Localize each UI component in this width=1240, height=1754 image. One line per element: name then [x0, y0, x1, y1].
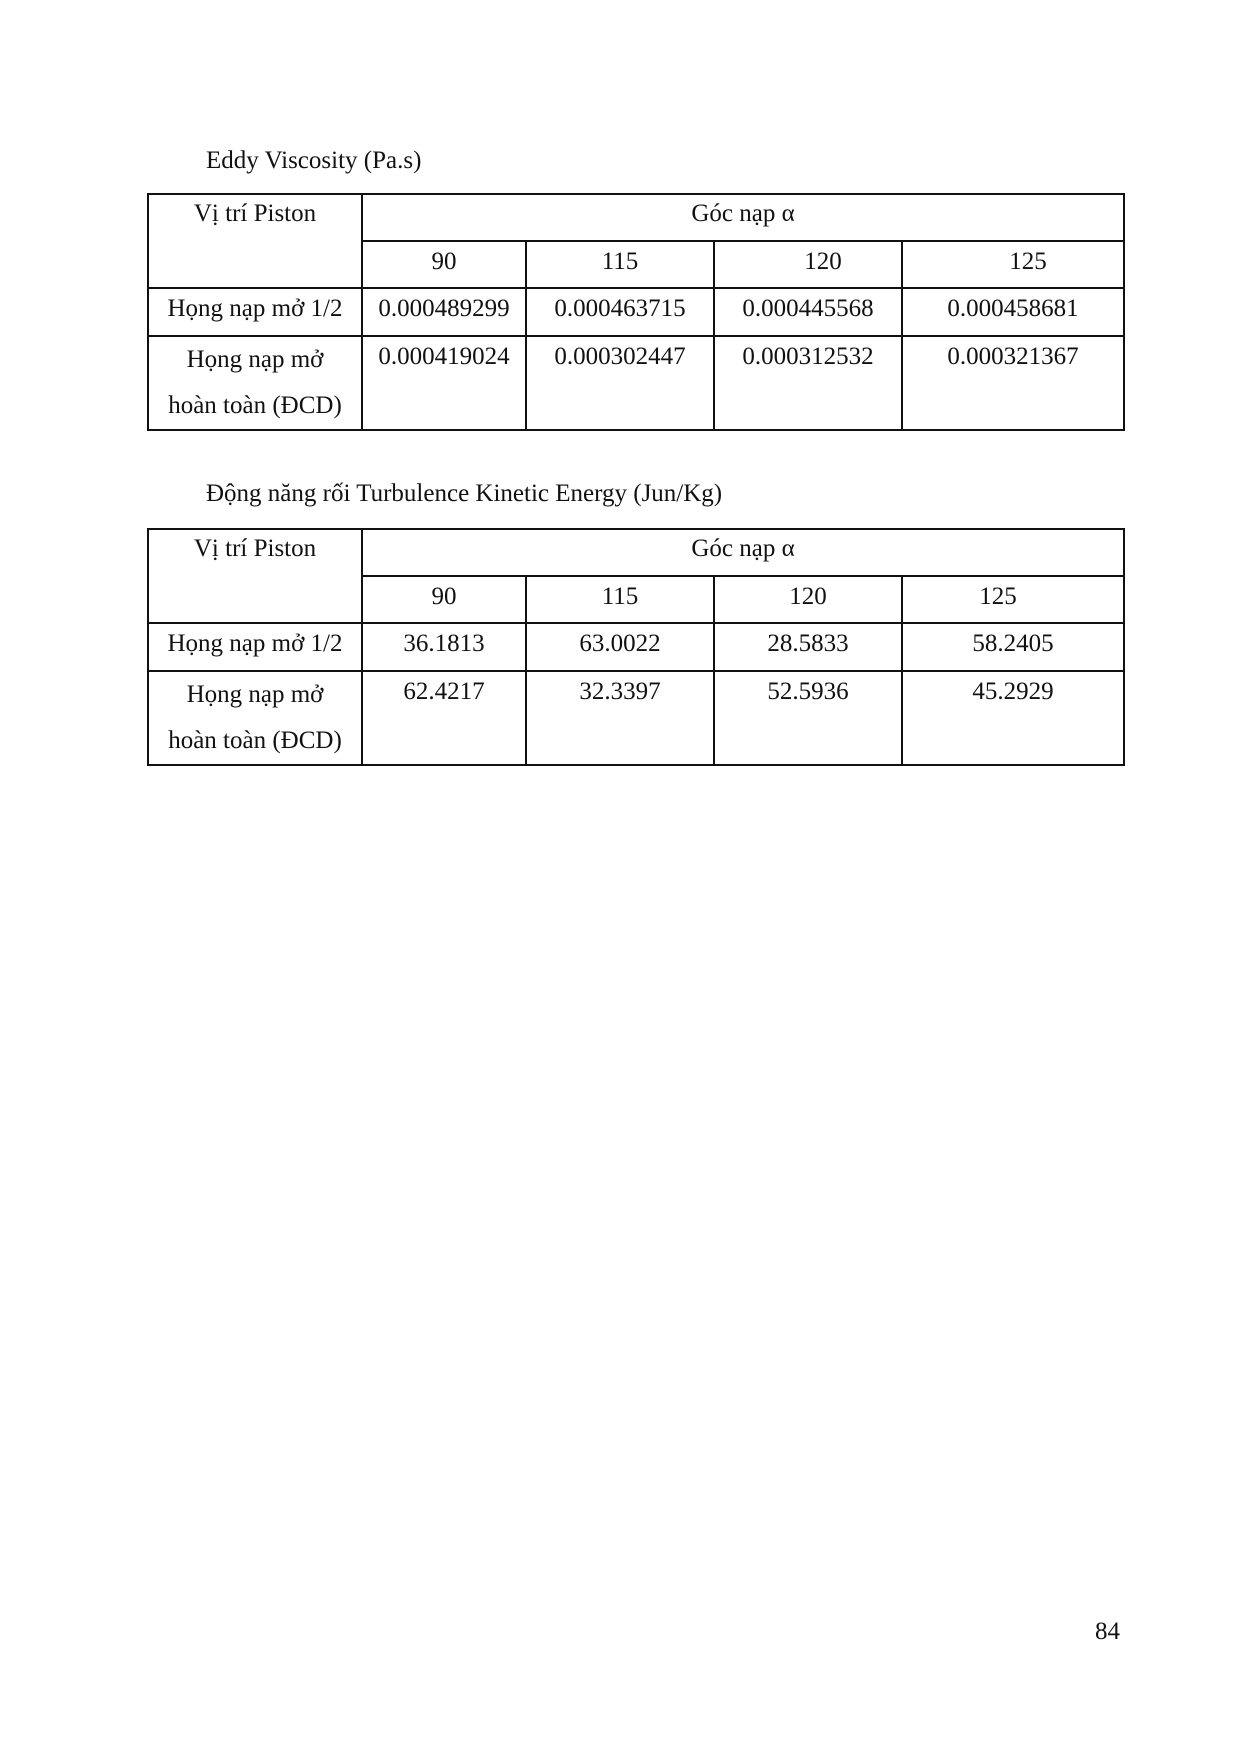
value-cell: 36.1813: [362, 623, 526, 671]
row-label-cell: Họng nạp mở hoàn toàn (ĐCD): [148, 336, 362, 430]
column-group-header: [362, 529, 1124, 576]
row-label-cell: Họng nạp mở 1/2: [148, 288, 362, 336]
angle-header-cell: 90: [362, 576, 526, 623]
table-row: [148, 336, 1124, 430]
value-cell: 0.000419024: [362, 336, 526, 430]
angle-header-cell: 115: [526, 576, 714, 623]
value-cell: 0.000445568: [714, 288, 902, 336]
value-cell: 0.000302447: [526, 336, 714, 430]
value-cell: 62.4217: [362, 671, 526, 765]
table-row: [148, 623, 1124, 671]
angle-header-cell: 120: [714, 241, 902, 288]
table-header-row: [148, 529, 1124, 576]
angle-header-cell: 125: [902, 576, 1124, 623]
value-cell: 0.000458681: [902, 288, 1124, 336]
row-header-label: Vị trí Piston: [193, 200, 317, 227]
column-group-label: Góc nạp α: [691, 535, 795, 562]
value-cell: 0.000321367: [902, 336, 1124, 430]
table-caption-turbulence-kinetic-energy: Động năng rối Turbulence Kinetic Energy (Jun/Kg): [206, 480, 723, 507]
angle-header-cell: 125: [902, 241, 1124, 288]
row-header-cell: [148, 529, 362, 623]
value-cell: 0.000312532: [714, 336, 902, 430]
column-group-label: Góc nạp α: [691, 200, 795, 227]
value-cell: 32.3397: [526, 671, 714, 765]
angle-header-cell: 120: [714, 576, 902, 623]
table-caption-eddy-viscosity: Eddy Viscosity (Pa.s): [206, 147, 422, 174]
value-cell: 63.0022: [526, 623, 714, 671]
row-header-cell: [148, 194, 362, 288]
angle-header-cell: 90: [362, 241, 526, 288]
turbulence-kinetic-energy-table: [147, 528, 1125, 766]
table-header-row: [148, 194, 1124, 241]
value-cell: 58.2405: [902, 623, 1124, 671]
value-cell: 52.5936: [714, 671, 902, 765]
row-header-label: Vị trí Piston: [193, 535, 317, 562]
value-cell: 0.000489299: [362, 288, 526, 336]
row-label-cell: Họng nạp mở hoàn toàn (ĐCD): [148, 671, 362, 765]
value-cell: 0.000463715: [526, 288, 714, 336]
angle-header-cell: 115: [526, 241, 714, 288]
page-number: 84: [1095, 1618, 1120, 1645]
table-row: [148, 288, 1124, 336]
eddy-viscosity-table: [147, 193, 1125, 431]
row-label-cell: Họng nạp mở 1/2: [148, 623, 362, 671]
column-group-header: [362, 194, 1124, 241]
table-row: [148, 671, 1124, 765]
value-cell: 28.5833: [714, 623, 902, 671]
value-cell: 45.2929: [902, 671, 1124, 765]
